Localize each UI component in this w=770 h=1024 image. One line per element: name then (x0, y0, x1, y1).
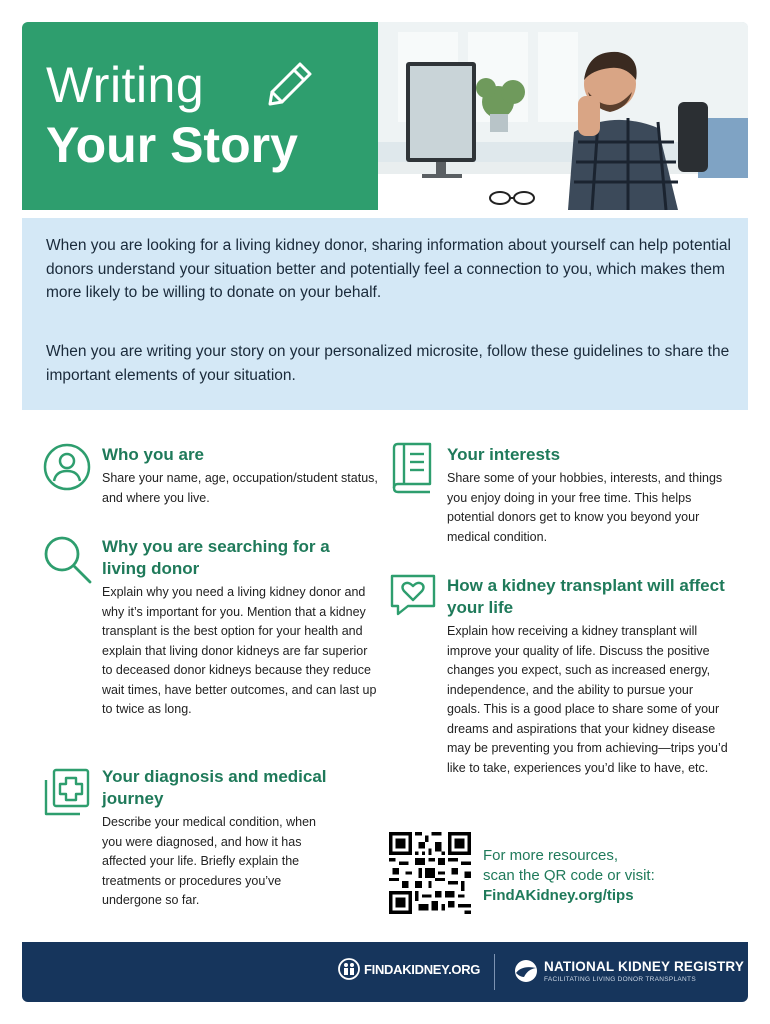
section-body-transplant: Explain how receiving a kidney transplant will improve your quality of life. Discuss the positive changes you expect, such as increased energy, independence, and the ability to pursue your goals. This is a good place to share some of your dreams and aspirations that your kidney disease may be preventing you from achieving—trips you’d like to take, experiences you’d like to have, etc. (447, 624, 728, 775)
section-body-why: Explain why you need a living kidney donor and why it’s important for you. Mention that a kidney transplant is the best option for your health and explain that living donor kidneys are far superior to deceased donor kidneys because they reduce wait times, have better outcomes, and can last up to twice as long. (102, 585, 377, 716)
section-body-diagnosis: Describe your medical condition, when you were diagnosed, and how it has affected your life. Briefly explain the treatments or procedures you’ve undergone so far. (102, 815, 316, 907)
section-body-who: Share your name, age, occupation/student status, and where you live. (102, 471, 378, 505)
heart-message-icon (388, 572, 438, 618)
footer (22, 942, 748, 1002)
qr-code[interactable] (389, 832, 471, 914)
resources-link[interactable]: FindAKidney.org/tips (483, 887, 634, 904)
national-kidney-registry-logo-icon (514, 959, 538, 983)
find-a-kidney-logo-icon (338, 958, 360, 980)
section-body-interests: Share some of your hobbies, interests, and things you enjoy doing in your free time. This helps potential donors get to know you beyond your medical condition. (447, 471, 723, 544)
book-icon (388, 442, 434, 494)
pencil-icon (262, 56, 318, 112)
hero-photo (378, 22, 748, 210)
man-at-computer-illustration (378, 22, 748, 210)
national-kidney-registry-tagline: FACILITATING LIVING DONOR TRANSPLANTS (544, 976, 696, 983)
section-title-transplant: How a kidney transplant will affect your life (447, 576, 725, 617)
section-title-who: Who you are (102, 445, 205, 464)
resources-text (483, 846, 655, 906)
find-a-kidney-logo: FINDAKIDNEY.ORG (364, 962, 481, 977)
intro-box (22, 218, 748, 410)
intro-paragraph-2: When you are writing your story on your personalized microsite, follow these guidelines to share the important elements of your situation. (46, 343, 730, 384)
title-panel (22, 22, 378, 210)
person-icon (42, 442, 92, 492)
flyer (22, 22, 748, 1002)
title-line-2: Your Story (46, 117, 298, 173)
section-title-why: Why you are searching for a living donor (102, 537, 330, 578)
footer-divider (494, 954, 495, 990)
section-title-interests: Your interests (447, 445, 561, 464)
resources-line-2: scan the QR code or visit: (483, 867, 655, 884)
magnifier-icon (42, 534, 94, 586)
medical-cross-icon (42, 766, 94, 818)
title-line-1: Writing (46, 57, 205, 113)
intro-paragraph-1: When you are looking for a living kidney donor, sharing information about yourself can help potential donors understand your situation better and potentially feel a connection to you, which makes them more likely to be willing to donate on your behalf. (46, 237, 731, 301)
national-kidney-registry-logo: NATIONAL KIDNEY REGISTRY (544, 959, 745, 974)
section-title-diagnosis: Your diagnosis and medical journey (102, 767, 327, 808)
resources-line-1: For more resources, (483, 847, 619, 864)
